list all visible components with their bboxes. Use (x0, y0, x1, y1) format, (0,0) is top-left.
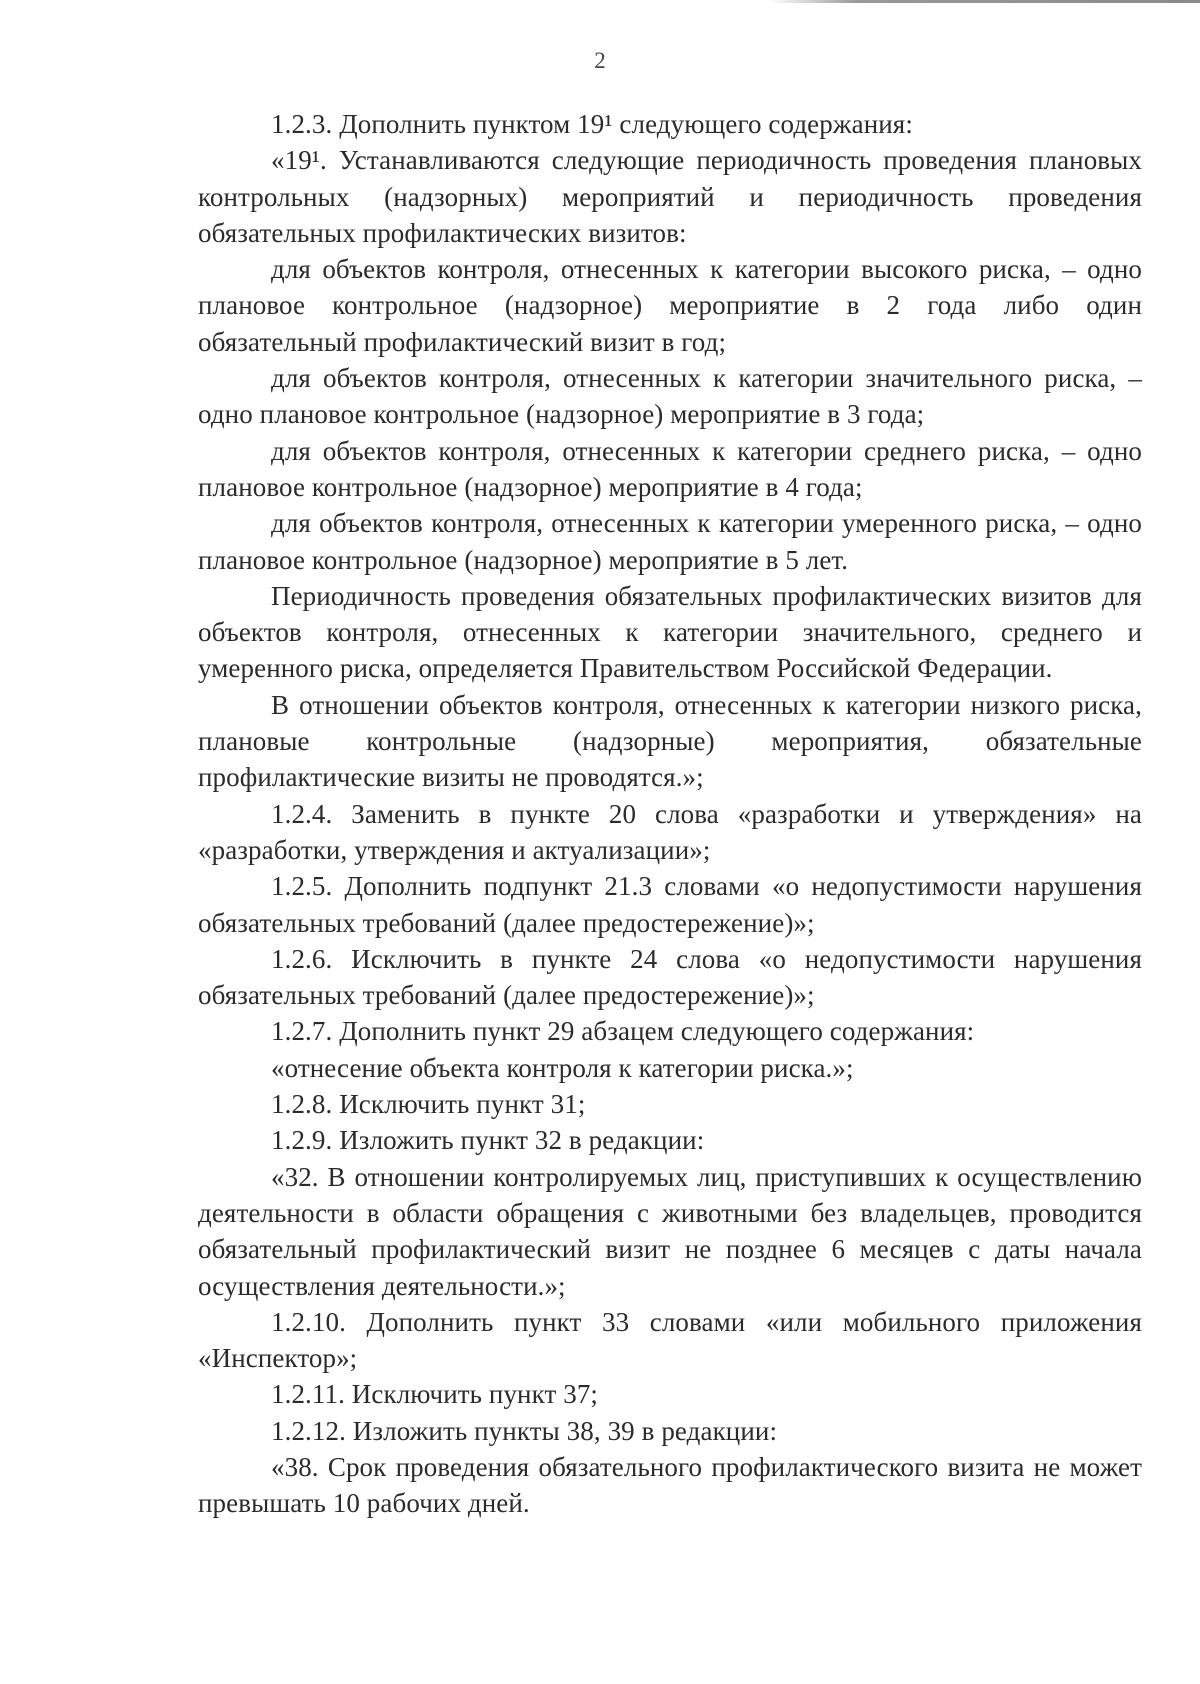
paragraph-1-2-12: 1.2.12. Изложить пункты 38, 39 в редакции: (271, 1415, 778, 1446)
paragraph-periodicity: Периодичность проведения обязательных профилактических визитов для объектов контроля, отнесенных к категории значительного, среднего и умеренного риска, определяется Правительством Российской Федерации. (198, 580, 1142, 684)
paragraph-low-risk: В отношении объектов контроля, отнесенных к категории низкого риска, плановые контрольные (надзорные) мероприятия, обязательные профилактические визиты не проводятся.»; (198, 689, 1142, 793)
paragraph-1-2-11: 1.2.11. Исключить пункт 37; (271, 1379, 599, 1410)
paragraph-1-2-3: 1.2.3. Дополнить пунктом 19¹ следующего содержания: (271, 109, 913, 139)
paragraph-1-2-4: 1.2.4. Заменить в пункте 20 слова «разработки и утверждения» на «разработки, утверждения и актуализации»; (198, 798, 1142, 865)
paragraph-moderate-risk: для объектов контроля, отнесенных к категории умеренного риска, – одно плановое контрольное (надзорное) мероприятие в 5 лет. (198, 508, 1142, 575)
paragraph-risk-category-quote: «отнесение объекта контроля к категории риска.»; (271, 1052, 854, 1083)
document-body (198, 106, 1142, 1522)
paragraph-1-2-9: 1.2.9. Изложить пункт 32 в редакции: (271, 1125, 705, 1156)
paragraph-significant-risk: для объектов контроля, отнесенных к категории значительного риска, – одно плановое контрольное (надзорное) мероприятие в 3 года; (198, 363, 1142, 430)
paragraph-32: «32. В отношении контролируемых лиц, приступивших к осуществлению деятельности в области обращения с животными без владельцев, проводится обязательный профилактический визит не позднее 6 месяцев с даты начала осуществления деятельности.»; (198, 1161, 1142, 1301)
scan-edge-mark (770, 0, 1200, 3)
paragraph-high-risk: для объектов контроля, отнесенных к категории высокого риска, – одно плановое контрольное (надзорное) мероприятие в 2 года либо один обязательный профилактический визит в год; (198, 254, 1142, 357)
paragraph-1-2-5: 1.2.5. Дополнить подпункт 21.3 словами «о недопустимости нарушения обязательных требований (далее предостережение)»; (198, 871, 1142, 938)
paragraph-1-2-10: 1.2.10. Дополнить пункт 33 словами «или мобильного приложения «Инспектор»; (198, 1306, 1142, 1374)
paragraph-medium-risk: для объектов контроля, отнесенных к категории среднего риска, – одно плановое контрольное (надзорное) мероприятие в 4 года; (198, 435, 1142, 502)
page-number: 2 (594, 48, 606, 73)
paragraph-1-2-6: 1.2.6. Исключить в пункте 24 слова «о недопустимости нарушения обязательных требований (далее предостережение)»; (198, 943, 1142, 1011)
paragraph-19-1-intro: «19¹. Устанавливаются следующие периодичность проведения плановых контрольных (надзорных) мероприятий и периодичность проведения обязательных профилактических визитов: (198, 145, 1142, 248)
paragraph-1-2-8: 1.2.8. Исключить пункт 31; (271, 1089, 586, 1120)
paragraph-38: «38. Срок проведения обязательного профилактического визита не может превышать 10 рабочих дней. (198, 1451, 1142, 1519)
paragraph-1-2-7: 1.2.7. Дополнить пункт 29 абзацем следующего содержания: (271, 1016, 975, 1047)
